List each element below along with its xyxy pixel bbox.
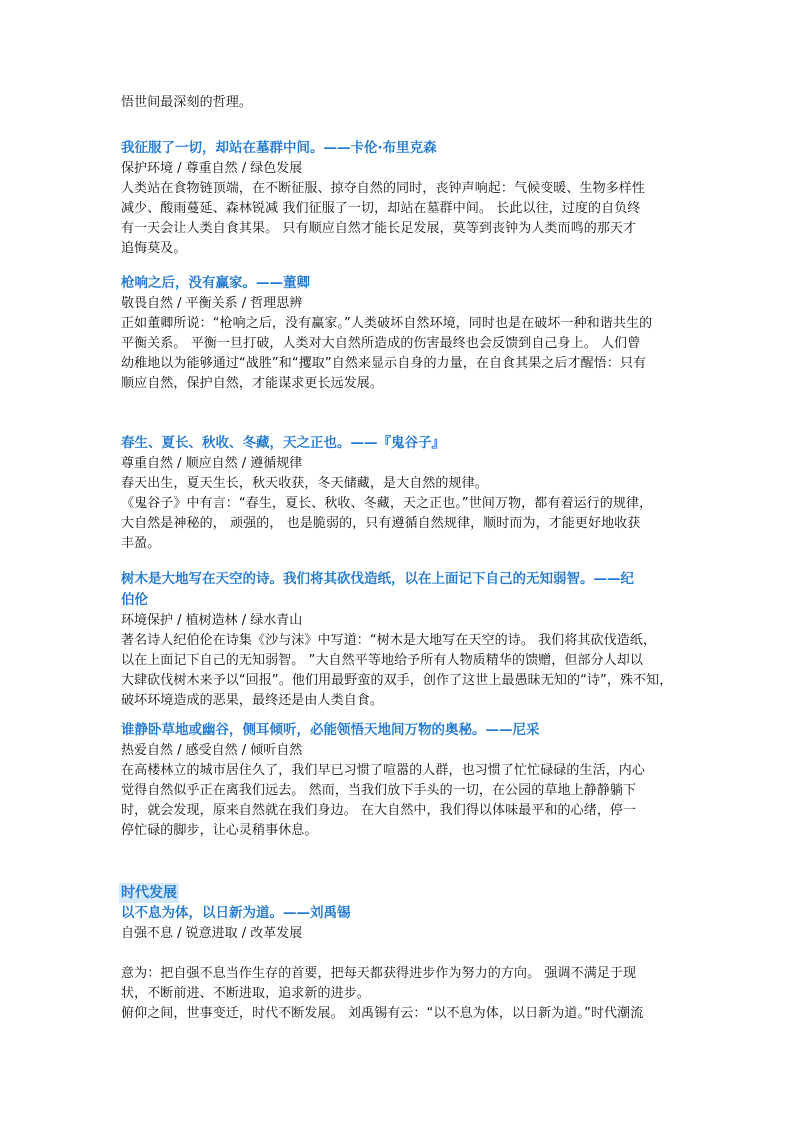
body-line: 时，就会发现，原来自然就在我们身边。 在大自然中，我们得以体味最平和的心绪，停一: [121, 803, 637, 818]
section-heading: 时代发展: [121, 885, 177, 901]
quote-title: 我征服了一切，却站在墓群中间。——卡伦·布里克森: [121, 140, 437, 156]
quote-title: 树木是大地写在天空的诗。我们将其砍伐造纸，以在上面记下自己的无知弱智。——纪: [121, 571, 634, 587]
intro-paragraph: [121, 93, 686, 113]
body-line: 减少、酸雨蔓延、森林锐减 我们征服了一切，却站在墓群中间。 长此以往，过度的自负终: [121, 201, 641, 216]
body-line: 正如董卿所说：“枪响之后，没有赢家。”人类破坏自然环境，同时也是在破坏一种和谐共生的: [121, 316, 653, 331]
body-line: 春天出生，夏天生长，秋天收获，冬天储藏，是大自然的规律。: [121, 476, 488, 491]
body-line: 停忙碌的脚步，让心灵稍事休息。: [121, 823, 318, 838]
body-line: 顺应自然，保护自然，才能谋求更长远发展。: [121, 376, 384, 391]
quote-block-4: [121, 569, 686, 711]
body-line: 觉得自然似乎正在离我们远去。 然而，当我们放下手头的一切，在公园的草地上静静躺下: [121, 783, 637, 798]
body-line: 在高楼林立的城市居住久了，我们早已习惯了喧嚣的人群，也习惯了忙忙碌碌的生活，内心: [121, 763, 646, 778]
intro-line: 悟世间最深刻的哲理。: [121, 95, 253, 110]
quote-tags: 敬畏自然 / 平衡关系 / 哲理思辨: [121, 296, 303, 311]
body-line: 平衡关系。 平衡一旦打破，人类对大自然所造成的伤害最终也会反馈到自己身上。 人们曾: [121, 336, 641, 351]
quote-block-1: [121, 138, 686, 259]
body-line: 俯仰之间，世事变迁，时代不断发展。 刘禹锡有云：“以不息为体，以日新为道。”时代潮流: [121, 1006, 644, 1021]
body-line: 破坏环境造成的恶果，最终还是由人类自食。: [121, 693, 384, 708]
quote-title: 春生、夏长、秋收、冬藏，天之正也。——『鬼谷子』: [121, 435, 445, 451]
body-line: 追悔莫及。: [121, 241, 187, 256]
body-line: 意为：把自强不息当作生存的首要，把每天都获得进步作为努力的方向。 强调不满足于现: [121, 966, 637, 981]
body-line: 大肆砍伐树木来予以“回报”。他们用最野蛮的双手，创作了这世上最愚昧无知的“诗”，殊不知，: [121, 673, 673, 688]
body-line: 丰盈。: [121, 536, 161, 551]
quote-block-2: [121, 273, 686, 394]
quote-title-continued: 伯伦: [121, 592, 148, 608]
quote-block-5: [121, 720, 686, 841]
section-body: [121, 964, 686, 1024]
body-line: 幼稚地以为能够通过“战胜”和“攫取”自然来显示自身的力量，在自食其果之后才醒悟：只有: [121, 356, 647, 371]
body-line: 状，不断前进、不断进取，追求新的进步。: [121, 986, 370, 1001]
quote-tags: 尊重自然 / 顺应自然 / 遵循规律: [121, 456, 303, 471]
quote-tags: 自强不息 / 锐意进取 / 改革发展: [121, 926, 303, 941]
body-line: 著名诗人纪伯伦在诗集《沙与沫》中写道：“树木是大地写在天空的诗。 我们将其砍伐造纸，: [121, 633, 657, 648]
quote-tags: 环境保护 / 植树造林 / 绿水青山: [121, 613, 303, 628]
quote-title: 谁静卧草地或幽谷，侧耳倾听，必能领悟天地间万物的奥秘。——尼采: [121, 722, 540, 738]
body-line: 大自然是神秘的， 顽强的， 也是脆弱的，只有遵循自然规律，顺时而为，才能更好地收获: [121, 516, 641, 531]
quote-title: 以不息为体，以日新为道。——刘禹锡: [121, 905, 351, 921]
quote-block-3: [121, 433, 686, 554]
body-line: 以在上面记下自己的无知弱智。 ”大自然平等地给予所有人物质精华的馈赠，但部分人却以: [121, 653, 643, 668]
quote-tags: 保护环境 / 尊重自然 / 绿色发展: [121, 161, 303, 176]
body-line: 有一天会让人类自食其果。 只有顺应自然才能长足发展，莫等到丧钟为人类而鸣的那天才: [121, 221, 637, 236]
section-era-development: [121, 882, 686, 944]
body-line: 人类站在食物链顶端，在不断征服、掠夺自然的同时，丧钟声响起：气候变暖、生物多样性: [121, 181, 646, 196]
quote-tags: 热爱自然 / 感受自然 / 倾听自然: [121, 743, 303, 758]
quote-title: 枪响之后，没有赢家。——董卿: [121, 275, 310, 291]
body-line: 《鬼谷子》中有言：“春生，夏长、秋收、冬藏，天之正也。”世间万物，都有着运行的规律，: [121, 496, 653, 511]
